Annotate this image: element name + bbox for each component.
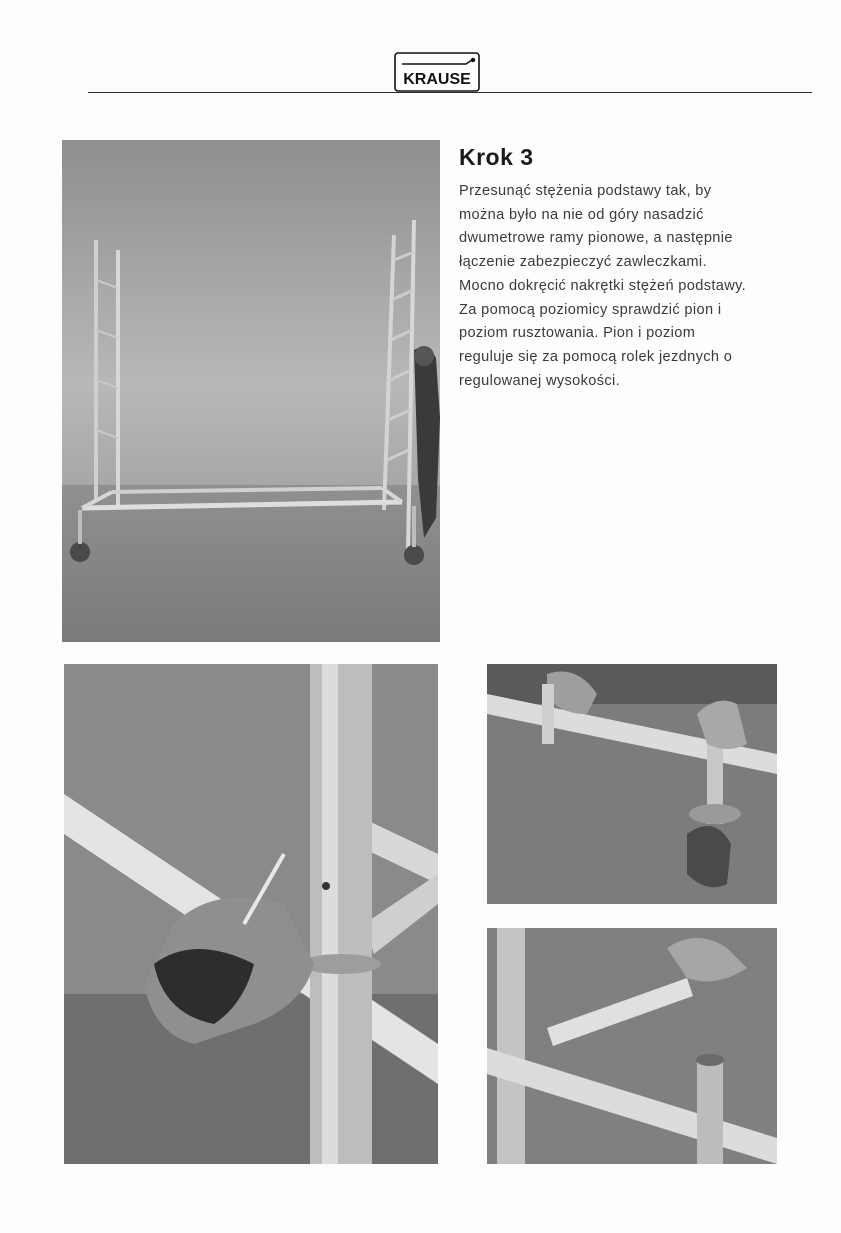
instruction-line: łączenie zabezpieczyć zawleczkami.: [459, 254, 707, 271]
instruction-line: reguluje się za pomocą rolek jezdnych o: [459, 348, 733, 365]
instruction-line: Mocno dokręcić nakrętki stężeń podstawy.: [459, 277, 747, 294]
krause-logo: [394, 52, 480, 92]
instruction-line: Za pomocą poziomicy sprawdzić pion i: [459, 301, 722, 318]
logo-wordmark: KRAUSE: [403, 71, 471, 88]
instruction-line: regulowanej wysokości.: [459, 372, 621, 389]
step-instructions: [459, 180, 815, 393]
instruction-line: poziom rusztowania. Pion i poziom: [459, 325, 696, 342]
spirit-level-photo: [487, 928, 777, 1164]
instruction-line: można było na nie od góry nasadzić: [459, 206, 704, 223]
instruction-line: dwumetrowe ramy pionowe, a następnie: [459, 230, 733, 247]
header-rule: [88, 92, 812, 93]
step-title: Krok 3: [459, 144, 534, 170]
instruction-line: Przesunąć stężenia podstawy tak, by: [459, 183, 712, 199]
pin-detail-photo: [64, 664, 438, 1164]
scaffold-photo: [62, 140, 440, 642]
caster-photo: [487, 664, 777, 904]
